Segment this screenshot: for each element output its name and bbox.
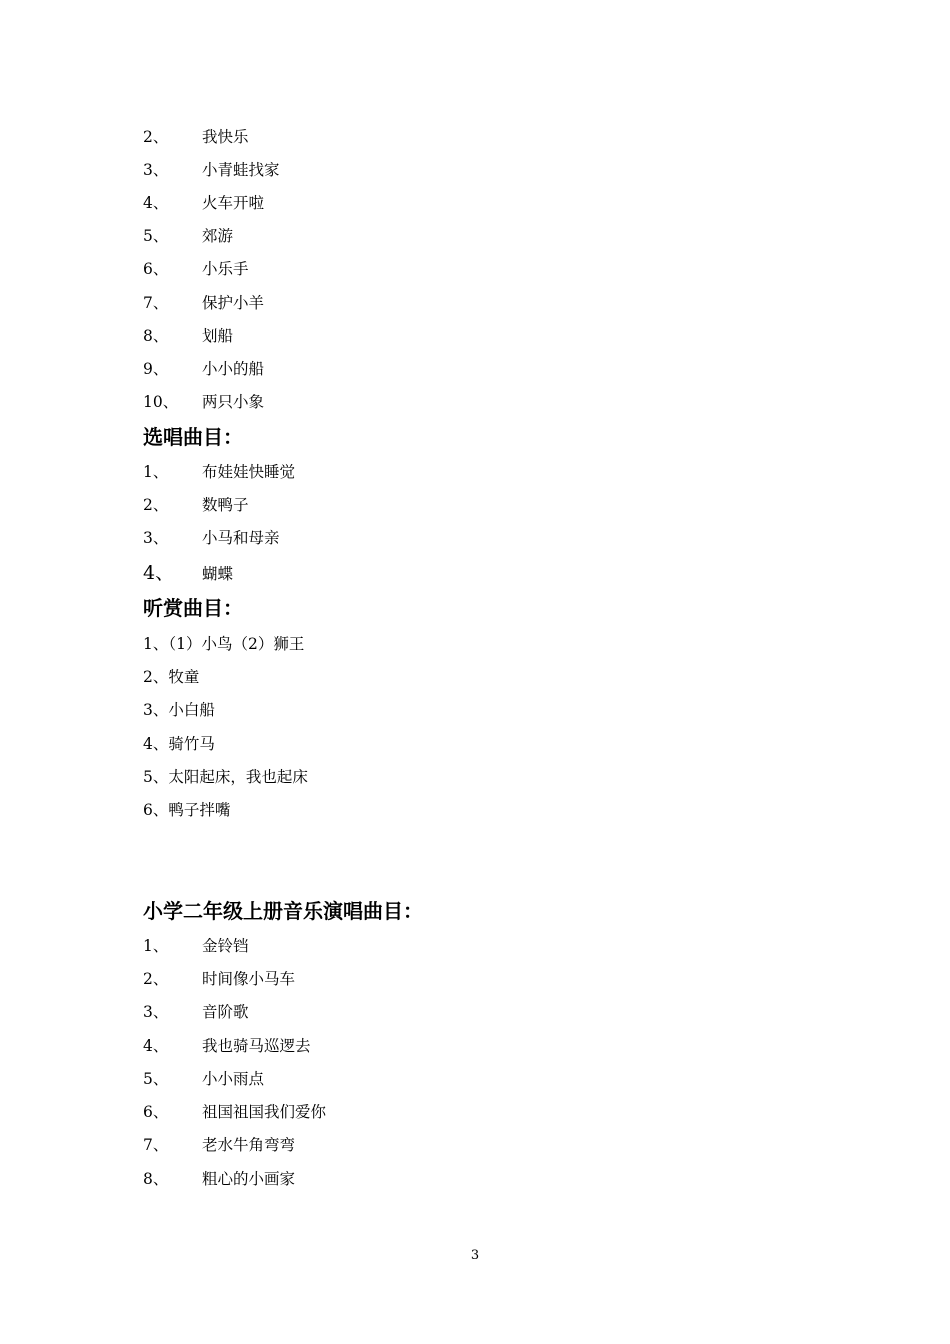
list-item: 5、太阳起床，我也起床 <box>143 768 308 786</box>
item-title: 火车开啦 <box>202 194 265 212</box>
list-item: 3、小白船 <box>143 701 215 719</box>
item-title: 小马和母亲 <box>202 529 280 547</box>
item-title: 我也骑马巡逻去 <box>202 1037 311 1055</box>
item-number: 2、 <box>143 970 169 988</box>
item-number: 1、 <box>143 937 169 955</box>
list-item <box>143 460 295 484</box>
list-item <box>143 1167 295 1191</box>
item-number: 8、 <box>143 1170 169 1188</box>
item-title: 两只小象 <box>202 393 265 411</box>
page-number: 3 <box>470 1248 480 1263</box>
item-number: 4、 <box>143 194 169 212</box>
item-number: 2、 <box>143 128 169 146</box>
item-title: 金铃铛 <box>202 937 249 955</box>
list-item <box>143 1133 295 1157</box>
item-number: 7、 <box>143 294 169 312</box>
list-item <box>143 526 280 550</box>
item-title: 我快乐 <box>202 128 249 146</box>
item-title: 粗心的小画家 <box>202 1170 296 1188</box>
item-number: 7、 <box>143 1136 169 1154</box>
list-item <box>143 324 233 348</box>
list-item <box>143 224 233 248</box>
item-number: 9、 <box>143 360 169 378</box>
list-item <box>143 257 249 281</box>
item-title: 小青蛙找家 <box>202 161 280 179</box>
list-item <box>143 493 249 517</box>
item-title: 数鸭子 <box>202 496 249 514</box>
item-number: 3、 <box>143 161 169 179</box>
list-item <box>143 291 264 315</box>
list-item <box>143 125 249 149</box>
list-item <box>143 1034 311 1058</box>
item-number: 2、 <box>143 496 169 514</box>
item-title: 布娃娃快睡觉 <box>202 463 296 481</box>
item-number: 6、 <box>143 1103 169 1121</box>
list-item: 1、（1）小鸟（2）狮王 <box>143 635 305 653</box>
item-title: 祖国祖国我们爱你 <box>202 1103 327 1121</box>
item-title: 蝴蝶 <box>202 565 234 583</box>
section-heading-listening: 听赏曲目： <box>143 596 243 620</box>
list-item <box>143 1000 249 1024</box>
item-number: 8、 <box>143 327 169 345</box>
list-item <box>143 191 264 215</box>
item-number: 4、 <box>143 562 175 584</box>
item-title: 小小雨点 <box>202 1070 265 1088</box>
item-title: 划船 <box>202 327 234 345</box>
list-item <box>143 967 295 991</box>
list-item <box>143 561 233 585</box>
list-item <box>143 1100 326 1124</box>
item-title: 小小的船 <box>202 360 265 378</box>
item-number: 10、 <box>143 393 179 411</box>
item-title: 时间像小马车 <box>202 970 296 988</box>
item-title: 小乐手 <box>202 260 249 278</box>
section-heading-grade2: 小学二年级上册音乐演唱曲目： <box>143 899 423 923</box>
item-number: 3、 <box>143 529 169 547</box>
item-number: 3、 <box>143 1003 169 1021</box>
list-item <box>143 934 249 958</box>
item-title: 老水牛角弯弯 <box>202 1136 296 1154</box>
item-number: 5、 <box>143 227 169 245</box>
item-title: 保护小羊 <box>202 294 265 312</box>
item-number: 5、 <box>143 1070 169 1088</box>
list-item: 6、鸭子拌嘴 <box>143 801 231 819</box>
list-item: 4、骑竹马 <box>143 735 215 753</box>
list-item <box>143 357 264 381</box>
list-item <box>143 390 264 414</box>
item-title: 郊游 <box>202 227 234 245</box>
list-item <box>143 1067 264 1091</box>
item-title: 音阶歌 <box>202 1003 249 1021</box>
item-number: 1、 <box>143 463 169 481</box>
item-number: 4、 <box>143 1037 169 1055</box>
item-number: 6、 <box>143 260 169 278</box>
list-item: 2、牧童 <box>143 668 200 686</box>
section-heading-optional: 选唱曲目： <box>143 425 243 449</box>
list-item <box>143 158 280 182</box>
